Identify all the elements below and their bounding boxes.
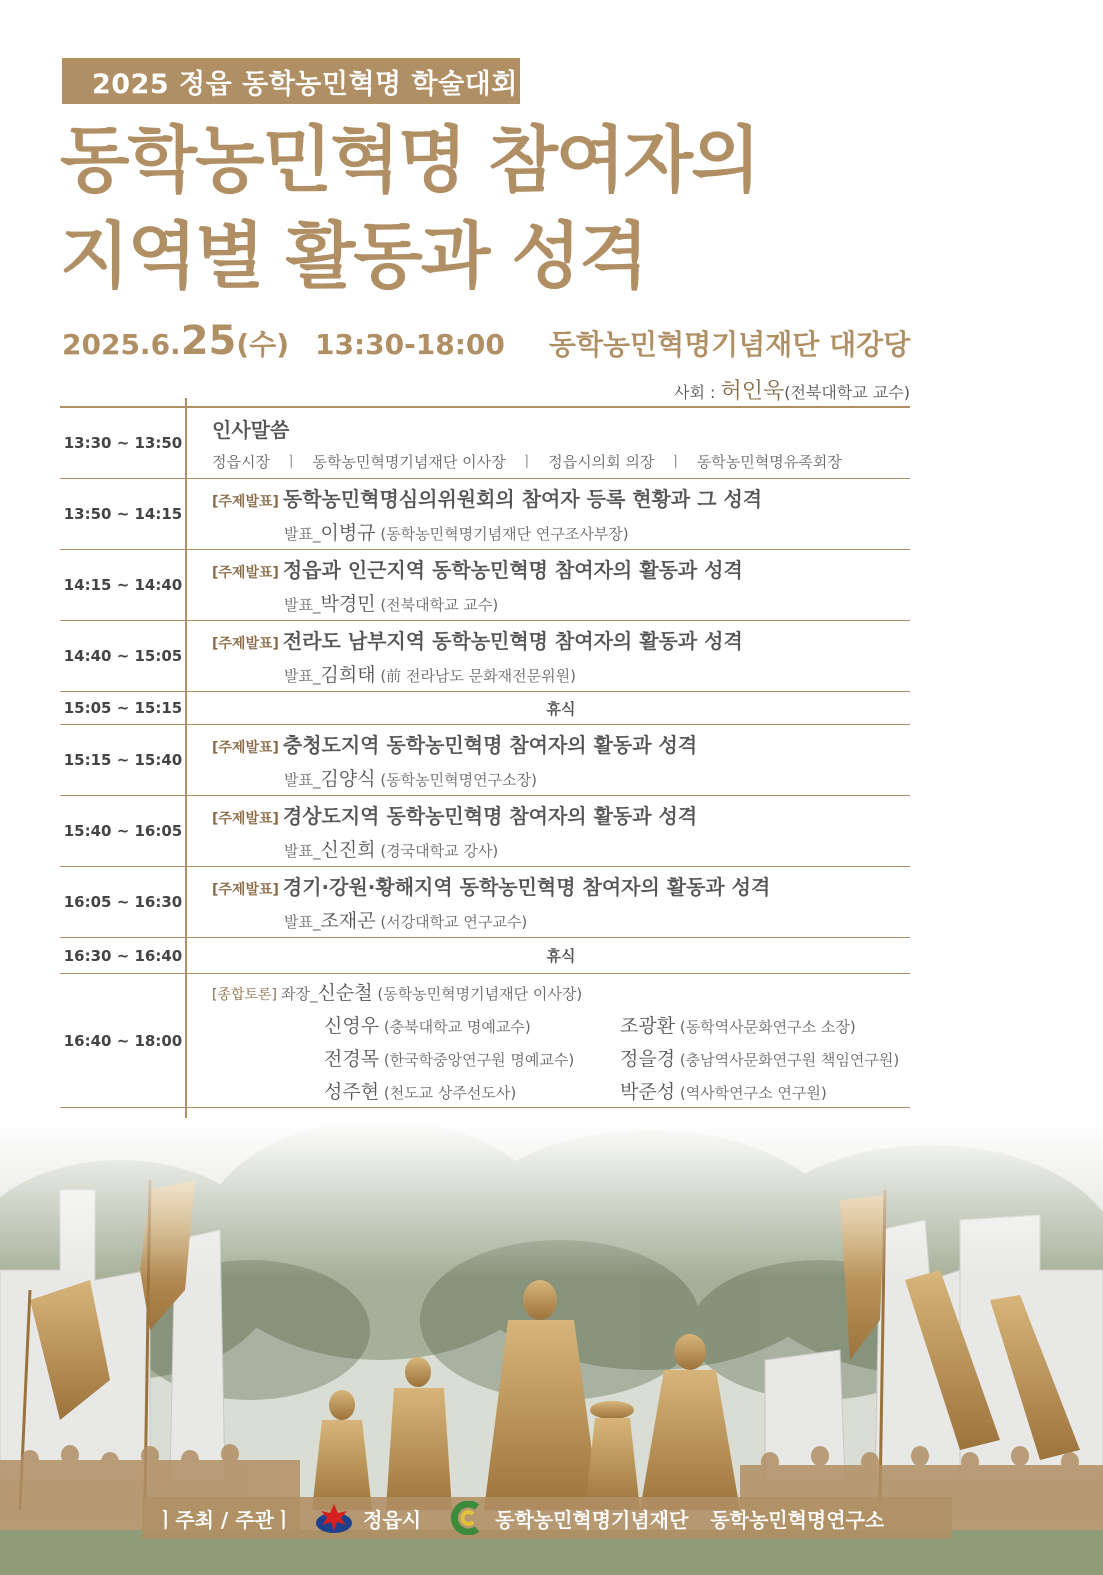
greeting-title: 인사말씀 xyxy=(212,418,290,442)
row-body xyxy=(186,725,910,795)
talk-title xyxy=(212,483,910,512)
presenter xyxy=(284,660,910,687)
panelist-name: 성주현 xyxy=(324,1080,380,1103)
chair-name: 신순철 xyxy=(317,981,373,1004)
row-body xyxy=(186,867,910,937)
presenter-label: 발표_ xyxy=(284,596,321,614)
separator: ㅣ xyxy=(668,453,683,471)
row-time: 15:40 ~ 16:05 xyxy=(63,822,183,840)
panelist xyxy=(324,1077,620,1104)
panelist xyxy=(620,1011,940,1038)
moderator-affil: (전북대학교 교수) xyxy=(784,383,910,402)
presenter-affil: (동학농민혁명연구소장) xyxy=(380,771,537,789)
row-body xyxy=(186,479,910,549)
moderator-label: 사회 : xyxy=(673,383,721,402)
panelist xyxy=(620,1077,940,1104)
row-body xyxy=(186,621,910,691)
talk-title-text: 정읍과 인근지역 동학농민혁명 참여자의 활동과 성격 xyxy=(282,558,743,582)
row-time: 16:05 ~ 16:30 xyxy=(63,893,183,911)
row-time: 15:05 ~ 15:15 xyxy=(63,699,183,717)
talk-title xyxy=(212,625,910,654)
event-tagline: 2025 정읍 동학농민혁명 학술대회 xyxy=(62,58,520,104)
speaker: 동학농민혁명유족회장 xyxy=(696,453,842,471)
talk-title-text: 경기·강원·황해지역 동학농민혁명 참여자의 활동과 성격 xyxy=(282,875,771,899)
presenter-affil: (前 전라남도 문화재전문위원) xyxy=(380,667,576,685)
schedule-row-talk-2 xyxy=(60,550,910,621)
row-body xyxy=(186,974,940,1107)
panelist-name: 전경목 xyxy=(324,1047,380,1070)
presenter xyxy=(284,589,910,616)
presenter-label: 발표_ xyxy=(284,913,321,931)
talk-title xyxy=(212,554,910,583)
event-dateline xyxy=(62,318,910,364)
discussion-chair xyxy=(212,978,940,1005)
speaker: 정읍시의회 의장 xyxy=(548,453,655,471)
presenter-label: 발표_ xyxy=(284,842,321,860)
schedule-row-talk-5 xyxy=(60,796,910,867)
chair-affil: (동학농민혁명기념재단 이사장) xyxy=(377,984,583,1003)
panelist-affil: (역사학연구소 연구원) xyxy=(679,1083,827,1102)
row-time: 14:40 ~ 15:05 xyxy=(63,647,183,665)
organizer-label: ㅣ주최 / 주관ㅣ xyxy=(156,1507,294,1532)
organizer-jeongeup: 정읍시 xyxy=(363,1507,422,1532)
title-line-1: 동학농민혁명 참여자의 xyxy=(60,118,759,202)
presenter-name: 김양식 xyxy=(320,768,376,790)
moderator xyxy=(674,374,910,405)
chair-label: 좌장_ xyxy=(281,984,318,1003)
talk-title xyxy=(212,800,910,829)
panelist-affil: (한국학중앙연구원 명예교수) xyxy=(383,1050,575,1069)
panelist xyxy=(324,1044,620,1071)
foundation-logo-icon xyxy=(447,1501,487,1535)
date-day: 25 xyxy=(180,318,237,364)
schedule-row-talk-4 xyxy=(60,725,910,796)
schedule-row-talk-6 xyxy=(60,867,910,938)
panelist-affil: (충북대학교 명예교수) xyxy=(383,1017,531,1036)
presenter-name: 박경민 xyxy=(320,593,376,615)
talk-title-text: 동학농민혁명심의위원회의 참여자 등록 현황과 그 성격 xyxy=(282,487,763,511)
presenter-name: 조재곤 xyxy=(320,910,376,932)
row-body xyxy=(186,550,910,620)
panelist-affil: (충남역사문화연구원 책임연구원) xyxy=(679,1050,900,1069)
talk-tag: [주제발표] xyxy=(212,636,279,652)
row-time: 16:40 ~ 18:00 xyxy=(63,1031,183,1050)
speaker: 동학농민혁명기념재단 이사장 xyxy=(312,453,506,471)
moderator-name: 허인욱 xyxy=(720,379,785,404)
presenter-affil: (동학농민혁명기념재단 연구조사부장) xyxy=(380,525,629,543)
panelist-affil: (동학역사문화연구소 소장) xyxy=(679,1017,856,1036)
organizer-foundation: 동학농민혁명기념재단 xyxy=(495,1507,689,1532)
date-suffix: (수) xyxy=(236,328,290,361)
organizer-footer xyxy=(142,1497,952,1539)
row-time: 13:50 ~ 14:15 xyxy=(63,505,183,523)
presenter xyxy=(284,906,910,933)
event-venue: 동학농민혁명기념재단 대강당 xyxy=(548,328,911,361)
row-body xyxy=(186,796,910,866)
separator: ㅣ xyxy=(283,453,299,471)
panelist xyxy=(620,1044,940,1071)
presenter-label: 발표_ xyxy=(284,667,321,685)
date-prefix: 2025.6. xyxy=(62,328,181,361)
schedule-row-break-1 xyxy=(60,692,910,725)
panel-list xyxy=(324,1011,940,1104)
talk-title xyxy=(212,729,910,758)
presenter xyxy=(284,835,910,862)
presenter-name: 이병규 xyxy=(320,522,376,544)
discussion-tag: [종합토론] xyxy=(212,986,278,1003)
event-title xyxy=(60,112,759,304)
schedule-table xyxy=(60,406,910,1108)
panelist-name: 박준성 xyxy=(620,1080,676,1103)
panelist-affil: (천도교 상주선도사) xyxy=(383,1083,517,1102)
presenter-name: 신진희 xyxy=(320,839,376,861)
organizer-institute: 동학농민혁명연구소 xyxy=(710,1507,885,1532)
event-time: 13:30-18:00 xyxy=(315,328,505,361)
presenter xyxy=(284,518,910,545)
row-body xyxy=(186,408,910,478)
presenter-name: 김희태 xyxy=(320,664,376,686)
presenter-affil: (경국대학교 강사) xyxy=(380,842,499,860)
row-time: 16:30 ~ 16:40 xyxy=(63,946,183,965)
separator: ㅣ xyxy=(519,453,535,471)
schedule-row-talk-3 xyxy=(60,621,910,692)
talk-tag: [주제발표] xyxy=(212,740,279,756)
talk-title-text: 충청도지역 동학농민혁명 참여자의 활동과 성격 xyxy=(282,733,698,757)
schedule-row-discussion xyxy=(60,974,910,1108)
presenter-label: 발표_ xyxy=(284,525,321,543)
panelist-name: 정을경 xyxy=(620,1047,676,1070)
row-time: 14:15 ~ 14:40 xyxy=(63,576,183,594)
presenter-label: 발표_ xyxy=(284,771,321,789)
row-time: 13:30 ~ 13:50 xyxy=(63,434,183,452)
presenter-affil: (서강대학교 연구교수) xyxy=(380,913,528,931)
jeongeup-logo-icon xyxy=(313,1501,355,1535)
talk-title-text: 경상도지역 동학농민혁명 참여자의 활동과 성격 xyxy=(282,804,698,828)
panelist-name: 신영우 xyxy=(324,1014,380,1037)
panelist xyxy=(324,1011,620,1038)
schedule-row-break-2 xyxy=(60,938,910,974)
break-label: 휴식 xyxy=(546,947,576,965)
talk-title-text: 전라도 남부지역 동학농민혁명 참여자의 활동과 성격 xyxy=(282,629,743,653)
greeting-speakers xyxy=(212,451,910,472)
schedule-row-greeting xyxy=(60,408,910,479)
talk-tag: [주제발표] xyxy=(212,811,279,827)
title-line-2: 지역별 활동과 성격 xyxy=(60,214,647,298)
break-label: 휴식 xyxy=(546,699,576,718)
row-body xyxy=(186,938,910,973)
talk-tag: [주제발표] xyxy=(212,882,279,898)
talk-tag: [주제발표] xyxy=(212,494,279,510)
talk-tag: [주제발표] xyxy=(212,565,279,581)
talk-title xyxy=(212,871,910,900)
presenter xyxy=(284,764,910,791)
row-time: 15:15 ~ 15:40 xyxy=(63,751,183,769)
speaker: 정읍시장 xyxy=(212,453,270,471)
row-body xyxy=(186,692,910,724)
schedule-row-talk-1 xyxy=(60,479,910,550)
panelist-name: 조광환 xyxy=(620,1014,676,1037)
presenter-affil: (전북대학교 교수) xyxy=(380,596,499,614)
